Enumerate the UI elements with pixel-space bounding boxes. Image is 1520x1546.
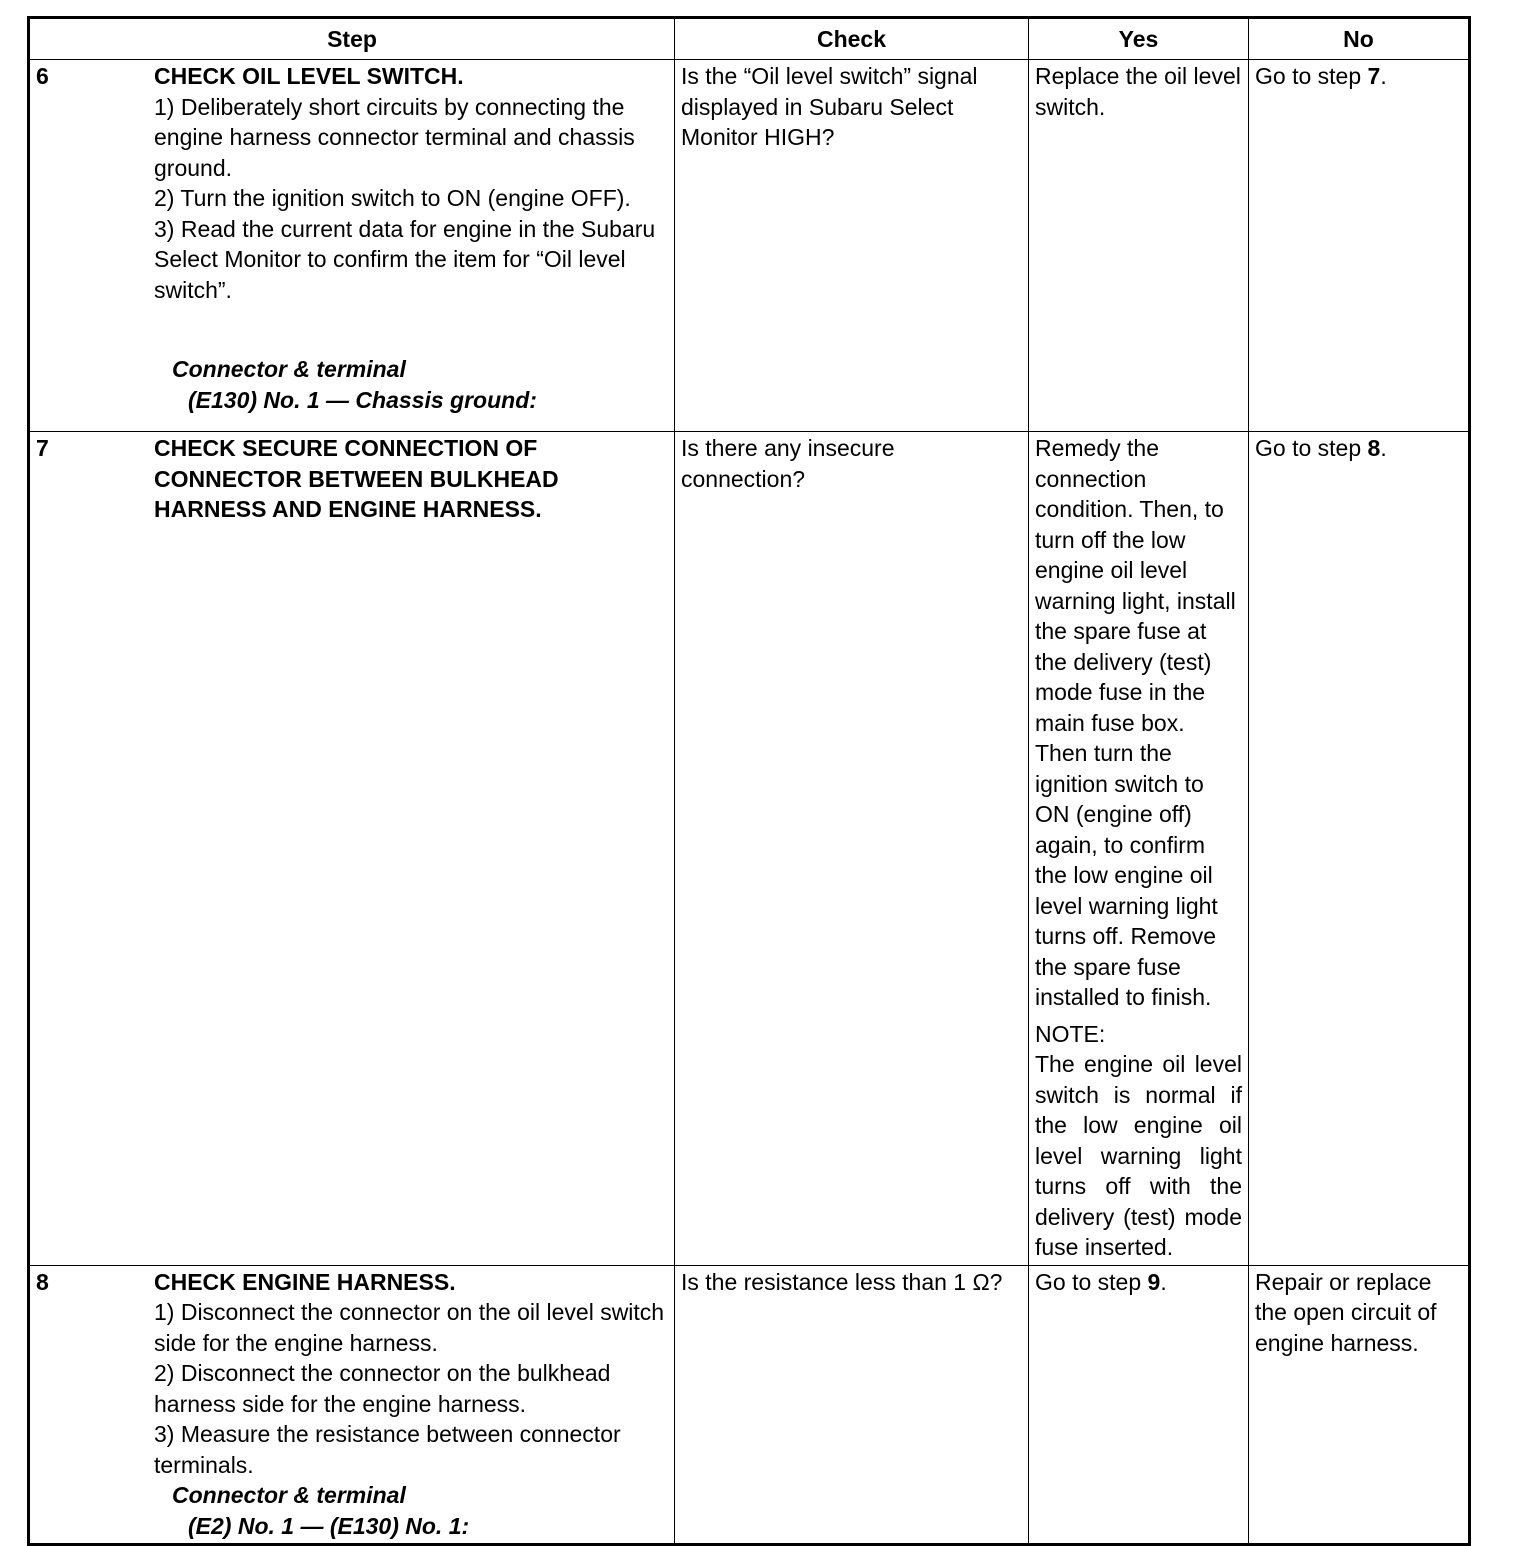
yes-step-ref: 9 <box>1147 1268 1161 1295</box>
table-header-row <box>29 18 1470 60</box>
yes-suffix: . <box>1160 1268 1167 1295</box>
step-title: CHECK SECURE CONNECTION OF CONNECTOR BETWEEN BULKHEAD HARNESS AND ENGINE HARNESS. <box>154 435 559 522</box>
check-text: Is the “Oil level switch” signal displayed in Subaru Select Monitor HIGH? <box>681 63 978 150</box>
table-row-step-8 <box>29 1265 1470 1545</box>
no-step-ref: 7 <box>1367 63 1381 89</box>
no-cell-8 <box>1249 1265 1470 1545</box>
substep-3: 3) Read the current data for engine in the Subaru Select Monitor to confirm the item for “Oil level switch”. <box>154 215 656 303</box>
no-suffix: . <box>1380 435 1387 461</box>
check-cell-8 <box>675 1265 1029 1545</box>
header-yes: Yes <box>1029 18 1249 60</box>
yes-text: Replace the oil level switch. <box>1035 63 1241 120</box>
connector-value: (E2) No. 1 — (E130) No. 1: <box>188 1512 470 1539</box>
check-text: Is there any insecure connection? <box>681 435 895 492</box>
table-row-step-7 <box>29 432 1470 1266</box>
no-cell-6 <box>1249 60 1470 432</box>
header-no: No <box>1249 18 1470 60</box>
connector-label: Connector & terminal <box>172 1482 406 1508</box>
note-label: NOTE: <box>1035 1020 1106 1047</box>
yes-text <box>1029 1266 1248 1300</box>
step-number: 8 <box>36 1268 49 1295</box>
step-number: 6 <box>36 63 49 89</box>
no-prefix: Go to step <box>1255 435 1368 461</box>
yes-text: Remedy the connection condition. Then, to turn off the low engine oil level warning light, install the spare fuse at the delivery (test) mode fuse in the main fuse box. Then turn the ignition switch to ON (engine off) again, to confirm the low engine oil level warning light turns off. Remove the spare fuse installed to finish. <box>1035 435 1236 1010</box>
connector-value: (E130) No. 1 — Chassis ground: <box>188 386 537 413</box>
yes-cell-6 <box>1029 60 1249 432</box>
table-row-step-6 <box>29 60 1470 432</box>
step-cell-6 <box>29 60 675 432</box>
header-check: Check <box>675 18 1029 60</box>
no-text <box>1249 432 1468 466</box>
no-step-ref: 8 <box>1367 435 1381 461</box>
step-cell-8 <box>29 1265 675 1545</box>
yes-prefix: Go to step <box>1035 1268 1148 1295</box>
no-text <box>1249 60 1468 94</box>
substep-2: 2) Disconnect the connector on the bulkhead harness side for the engine harness. <box>154 1360 611 1417</box>
header-step: Step <box>29 18 675 60</box>
step-number: 7 <box>36 435 49 461</box>
step-cell-7 <box>29 432 675 1266</box>
no-suffix: . <box>1380 63 1387 89</box>
connector-label: Connector & terminal <box>172 356 406 382</box>
yes-cell-8 <box>1029 1265 1249 1545</box>
no-cell-7 <box>1249 432 1470 1266</box>
check-text: Is the resistance less than 1 Ω? <box>681 1268 1003 1295</box>
step-title: CHECK OIL LEVEL SWITCH. <box>154 63 464 89</box>
no-text: Repair or replace the open circuit of engine harness. <box>1255 1268 1437 1356</box>
substep-2: 2) Turn the ignition switch to ON (engine OFF). <box>154 185 631 211</box>
diagnostic-procedure-table-wrapper <box>27 16 1471 1546</box>
check-cell-7 <box>675 432 1029 1266</box>
check-cell-6 <box>675 60 1029 432</box>
diagnostic-procedure-table <box>27 16 1471 1546</box>
note-text: The engine oil level switch is normal if the low engine oil level warning light turns off with the delivery (test) mode fuse inserted. <box>1035 1051 1242 1260</box>
yes-cell-7 <box>1029 432 1249 1266</box>
substep-1: 1) Deliberately short circuits by connecting the engine harness connector terminal and chassis ground. <box>154 93 635 181</box>
substep-3: 3) Measure the resistance between connector terminals. <box>154 1421 621 1478</box>
step-title: CHECK ENGINE HARNESS. <box>154 1268 456 1295</box>
no-prefix: Go to step <box>1255 63 1368 89</box>
substep-1: 1) Disconnect the connector on the oil level switch side for the engine harness. <box>154 1299 665 1356</box>
